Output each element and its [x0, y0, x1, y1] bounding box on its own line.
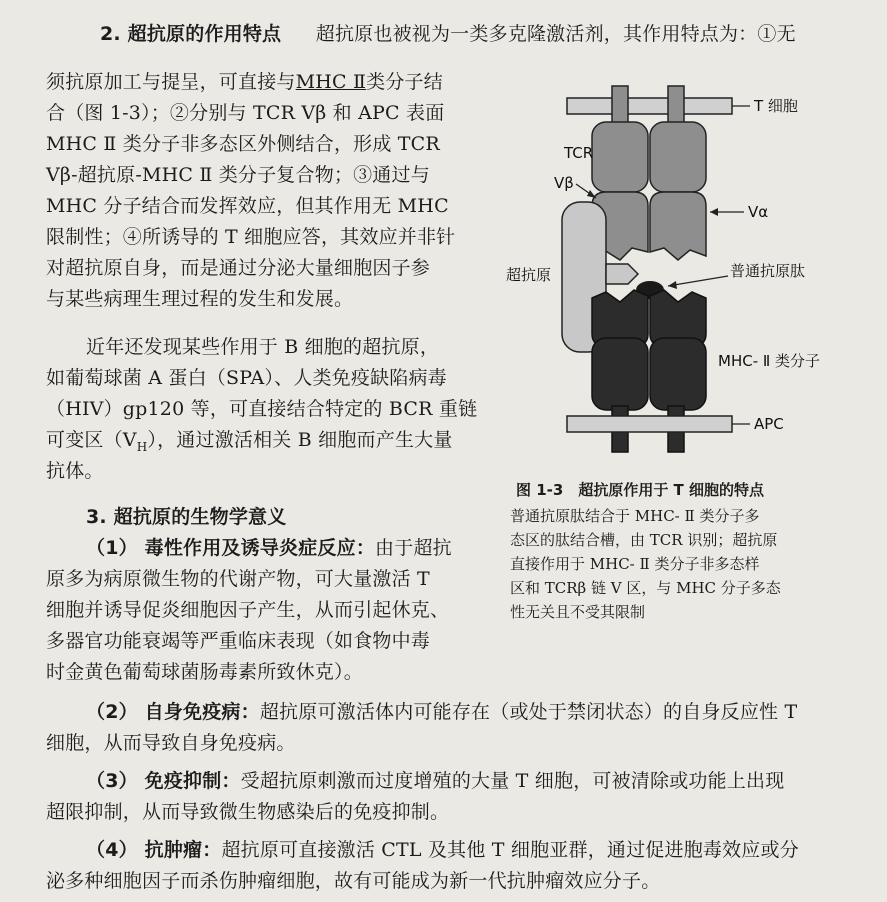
figure-caption-line-2: 态区的肽结合槽，由 TCR 识别；超抗原 [510, 531, 778, 549]
section2-line-5: Vβ-超抗原-MHC Ⅱ 类分子复合物；③通过与 [46, 164, 430, 186]
para-b-line-2: 如葡萄球菌 A 蛋白（SPA）、人类免疫缺陷病毒 [46, 367, 447, 389]
section2-first-line [100, 22, 796, 46]
label-t-cell: T 细胞 [754, 97, 798, 115]
superantigen-diagram [492, 80, 862, 480]
label-apc: APC [754, 415, 784, 433]
section2-line-3: 合（图 1-3）；②分别与 TCR Vβ 和 APC 表面 [46, 102, 445, 124]
item3-row-1 [86, 769, 784, 793]
item3-line-1: 受超抗原刺激而过度增殖的大量 T 细胞，可被清除或功能上出现 [240, 770, 785, 792]
figure-caption-line-5: 性无关且不受其限制 [510, 603, 646, 621]
section2-line-6: MHC 分子结合而发挥效应，但其作用无 MHC [46, 195, 449, 217]
mhc-alpha2-domain [592, 338, 648, 410]
tcr-alpha-constant-domain [650, 122, 706, 192]
item4-row-1 [86, 838, 799, 862]
item3-label: （3） 免疫抑制： [86, 770, 241, 792]
label-superantigen: 超抗原 [506, 266, 552, 284]
item4-line-2: 泌多种细胞因子而杀伤肿瘤细胞，故有可能成为新一代抗肿瘤效应分子。 [46, 870, 661, 892]
section2-line-2b: 类分子结 [366, 71, 443, 93]
label-tcr: TCR [564, 144, 594, 162]
figure-caption-title: 图 1-3 超抗原作用于 T 细胞的特点 [516, 481, 764, 499]
item2-label: （2） 自身免疫病： [86, 701, 260, 723]
peptide-leader [668, 276, 728, 286]
item2-line-2: 细胞，从而导致自身免疫病。 [46, 732, 296, 754]
tcr-stalk-right [668, 86, 684, 126]
label-peptide: 普通抗原肽 [730, 262, 806, 280]
figure-caption-line-4: 区和 TCRβ 链 V 区，与 MHC 分子多态 [510, 579, 781, 597]
item1-line-1: 由于超抗 [375, 537, 452, 559]
item3-line-2: 超限抑制，从而导致微生物感染后的免疫抑制。 [46, 801, 450, 823]
item1-line-4: 多器官功能衰竭等严重临床表现（如食物中毒 [46, 630, 431, 652]
section3-heading: 3. 超抗原的生物学意义 [86, 506, 287, 528]
section2-line-4: MHC Ⅱ 类分子非多态区外侧结合，形成 TCR [46, 133, 440, 155]
section2-line-9: 与某些病理生理过程的发生和发展。 [46, 288, 354, 310]
para-b-line-4-row [46, 428, 453, 459]
item1-row-1 [86, 536, 452, 560]
item1-label: （1） 毒性作用及诱导炎症反应： [86, 537, 376, 559]
tcr-valpha-domain [650, 192, 706, 260]
para-b-line-4b: ），通过激活相关 B 细胞而产生大量 [147, 429, 453, 451]
para-b-line-3: （HIV）gp120 等，可直接结合特定的 BCR 重链 [46, 398, 478, 420]
section2-line-8: 对超抗原自身，而是通过分泌大量细胞因子参 [46, 257, 431, 279]
item2-line-1: 超抗原可激活体内可能存在（或处于禁闭状态）的自身反应性 T [259, 701, 798, 723]
para-b-line-1: 近年还发现某些作用于 B 细胞的超抗原， [86, 336, 440, 358]
section2-line-7: 限制性；④所诱导的 T 细胞应答，其效应并非针 [46, 226, 456, 248]
t-cell-membrane [567, 98, 732, 114]
item1-line-5: 时金黄色葡萄球菌肠毒素所致休克）。 [46, 661, 363, 683]
section2-line-2: 须抗原加工与提呈，可直接与 [46, 71, 296, 93]
para-b-line-4: 可变区（V [46, 429, 137, 451]
label-valpha: Vα [748, 203, 769, 221]
figure-caption-line-3: 直接作用于 MHC- Ⅱ 类分子非多态样 [510, 555, 760, 573]
label-mhc: MHC- Ⅱ 类分子 [718, 352, 821, 370]
figure-caption-line-1: 普通抗原肽结合于 MHC- Ⅱ 类分子多 [510, 507, 760, 525]
label-vbeta: Vβ [554, 174, 574, 192]
para-b-line-5: 抗体。 [46, 460, 104, 482]
apc-membrane [567, 416, 732, 432]
mhc-beta2-domain [650, 338, 706, 410]
item1-line-2: 原多为病原微生物的代谢产物，可大量激活 T [46, 568, 430, 590]
tcr-beta-constant-domain [592, 122, 648, 192]
item4-line-1: 超抗原可直接激活 CTL 及其他 T 细胞亚群，通过促进胞毒效应或分 [221, 839, 799, 861]
figure-1-3 [492, 80, 862, 480]
tcr-stalk-left [612, 86, 628, 126]
item4-label: （4） 抗肿瘤： [86, 839, 222, 861]
vh-subscript: H [136, 439, 148, 454]
item2-row-1 [86, 700, 797, 724]
mhc-underlined-term: MHC Ⅱ [295, 71, 367, 93]
superantigen-contact [606, 264, 638, 284]
section2-line-2-row [46, 70, 443, 94]
section2-line-1: 超抗原也被视为一类多克隆激活剂，其作用特点为：①无 [315, 23, 796, 45]
section2-heading: 2. 超抗原的作用特点 [100, 23, 282, 45]
item1-line-3: 细胞并诱导促炎细胞因子产生，从而引起休克、 [46, 599, 450, 621]
